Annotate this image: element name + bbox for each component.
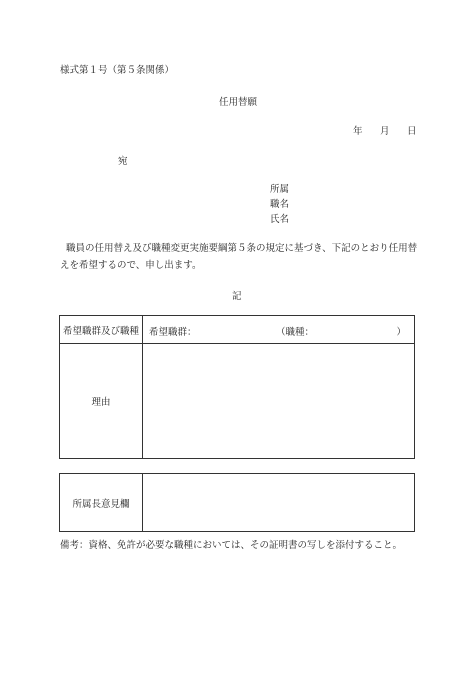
opinion-label-cell: 所属長意見欄 bbox=[60, 474, 143, 532]
hope-input-cell[interactable] bbox=[143, 316, 415, 344]
reason-input-cell[interactable] bbox=[143, 344, 415, 459]
opinion-input-cell[interactable] bbox=[143, 474, 415, 532]
addressee: 宛 bbox=[118, 156, 128, 167]
body-text-content: 職員の任用替え及び職種変更実施要綱第５条の規定に基づき、下記のとおり任用替えを希望するので、申し出ます。 bbox=[60, 243, 418, 271]
date-year: 年 bbox=[353, 126, 363, 137]
affiliation-label: 所属 bbox=[270, 184, 290, 195]
hope-close-paren: ） bbox=[396, 327, 406, 338]
form-number: 様式第１号（第５条関係） bbox=[60, 65, 175, 76]
date-month: 月 bbox=[380, 126, 390, 137]
document-title: 任用替願 bbox=[219, 97, 258, 108]
hope-type-label: （職種： bbox=[276, 327, 315, 338]
applicant-block bbox=[270, 182, 289, 227]
reason-label-cell: 理由 bbox=[60, 344, 143, 459]
position-label: 職名 bbox=[270, 199, 290, 210]
note-text: 備考：資格、免許が必要な職種においては、その証明書の写しを添付すること。 bbox=[60, 540, 403, 551]
date-day: 日 bbox=[407, 126, 417, 137]
opinion-table bbox=[59, 473, 415, 532]
hope-group-label: 希望職群： bbox=[149, 327, 197, 338]
ki-heading: 記 bbox=[232, 291, 242, 302]
body-text bbox=[60, 240, 420, 274]
request-table bbox=[59, 315, 415, 459]
name-label: 氏名 bbox=[270, 214, 290, 225]
date-line bbox=[353, 123, 417, 137]
hope-label-cell: 希望職群及び職種 bbox=[60, 316, 143, 344]
